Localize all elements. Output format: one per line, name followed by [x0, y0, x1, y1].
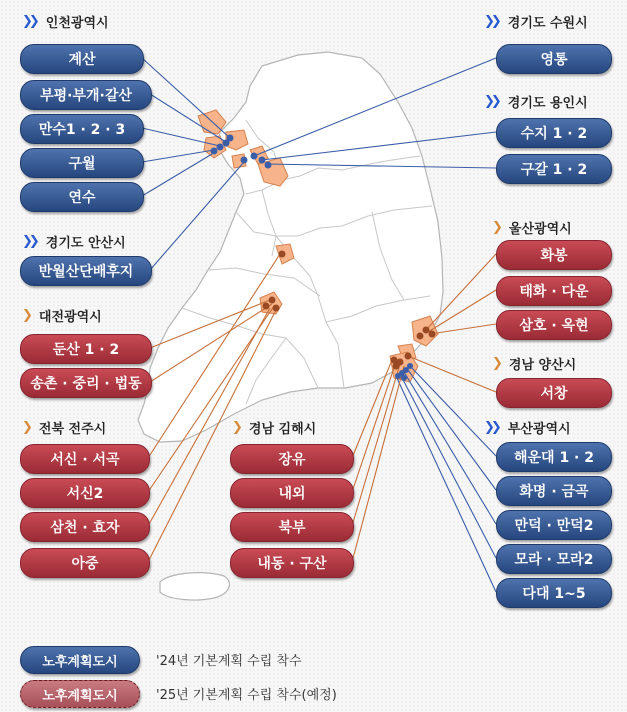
district-pill-yeongtong[interactable]: 영통	[496, 44, 612, 74]
region-title-incheon	[22, 12, 109, 31]
district-pill-mansu[interactable]: 만수1 · 2 · 3	[20, 114, 144, 144]
district-pill-gugal[interactable]: 구갈 1 · 2	[496, 154, 612, 184]
region-title-text: 경남 김해시	[248, 422, 317, 437]
district-pill-samcheon[interactable]: 삼천 · 효자	[20, 512, 150, 542]
region-title-daejeon	[22, 306, 102, 325]
region-title-ansan	[22, 232, 126, 251]
district-pill-naeoe[interactable]: 내외	[230, 478, 354, 508]
district-pill-naedong[interactable]: 내동 · 구산	[230, 548, 354, 578]
district-pill-taehwa[interactable]: 태화 · 다운	[496, 276, 612, 306]
district-pill-bukbu[interactable]: 북부	[230, 512, 354, 542]
region-title-text: 경기도 수원시	[507, 16, 588, 31]
district-pill-seosin2[interactable]: 서신2	[20, 478, 150, 508]
region-title-ulsan	[492, 218, 572, 237]
region-title-text: 울산광역시	[508, 222, 572, 237]
district-pill-mandeok[interactable]: 만덕 · 만덕2	[496, 510, 612, 540]
region-title-text: 경남 양산시	[508, 358, 577, 373]
district-pill-dunsan[interactable]: 둔산 1 · 2	[20, 334, 152, 364]
region-title-text: 경기도 안산시	[45, 236, 126, 251]
district-pill-jangyu[interactable]: 장유	[230, 444, 354, 474]
district-pill-yeonsu[interactable]: 연수	[20, 182, 144, 212]
chevron-right-icon: ❯	[492, 356, 499, 371]
district-pill-seochang[interactable]: 서창	[496, 378, 612, 408]
region-title-jeonju	[22, 418, 106, 437]
district-pill-mora[interactable]: 모라 · 모라2	[496, 544, 612, 574]
chevron-right-icon: ❯	[232, 420, 239, 435]
region-title-text: 대전광역시	[38, 310, 102, 325]
district-pill-ajung[interactable]: 아중	[20, 548, 150, 578]
chevron-right-icon: ❯❯	[484, 94, 498, 109]
region-title-busan	[484, 418, 571, 437]
district-pill-dadae[interactable]: 다대 1~5	[496, 578, 612, 608]
jeju-island	[160, 573, 229, 600]
region-title-yongin	[484, 92, 588, 111]
district-pill-haeundae[interactable]: 해운대 1 · 2	[496, 442, 612, 472]
district-pill-samho[interactable]: 삼호 · 옥현	[496, 310, 612, 340]
region-title-text: 인천광역시	[45, 16, 109, 31]
region-title-yangsan	[492, 354, 576, 373]
chevron-right-icon: ❯	[492, 220, 499, 235]
district-pill-hwabong[interactable]: 화봉	[496, 240, 612, 270]
chevron-right-icon: ❯	[22, 308, 29, 323]
chevron-right-icon: ❯❯	[22, 14, 36, 29]
legend-pill-2024: 노후계획도시	[20, 646, 140, 674]
chevron-right-icon: ❯❯	[484, 14, 498, 29]
legend-text-2025: '25년 기본계획 수립 착수(예정)	[156, 688, 337, 703]
district-pill-suji[interactable]: 수지 1 · 2	[496, 118, 612, 148]
district-pill-bupyeong[interactable]: 부평·부개·갈산	[20, 80, 152, 110]
region-title-suwon	[484, 12, 588, 31]
region-title-text: 전북 전주시	[38, 422, 107, 437]
legend-pill-2025: 노후계획도시	[20, 680, 140, 708]
district-pill-seosin[interactable]: 서신 · 서곡	[20, 444, 150, 474]
region-title-text: 경기도 용인시	[507, 96, 588, 111]
district-pill-gyesan[interactable]: 계산	[20, 44, 144, 74]
district-pill-songchon[interactable]: 송촌 · 중리 · 법동	[20, 368, 152, 398]
chevron-right-icon: ❯	[22, 420, 29, 435]
region-title-text: 부산광역시	[507, 422, 571, 437]
chevron-right-icon: ❯❯	[22, 234, 36, 249]
district-pill-guwol[interactable]: 구월	[20, 148, 144, 178]
chevron-right-icon: ❯❯	[484, 420, 498, 435]
region-title-gimhae	[232, 418, 316, 437]
district-pill-hwamyeong[interactable]: 화명 · 금곡	[496, 476, 612, 506]
legend-text-2024: '24년 기본계획 수립 착수	[156, 654, 302, 669]
district-pill-banwol[interactable]: 반월산단배후지	[20, 256, 152, 286]
